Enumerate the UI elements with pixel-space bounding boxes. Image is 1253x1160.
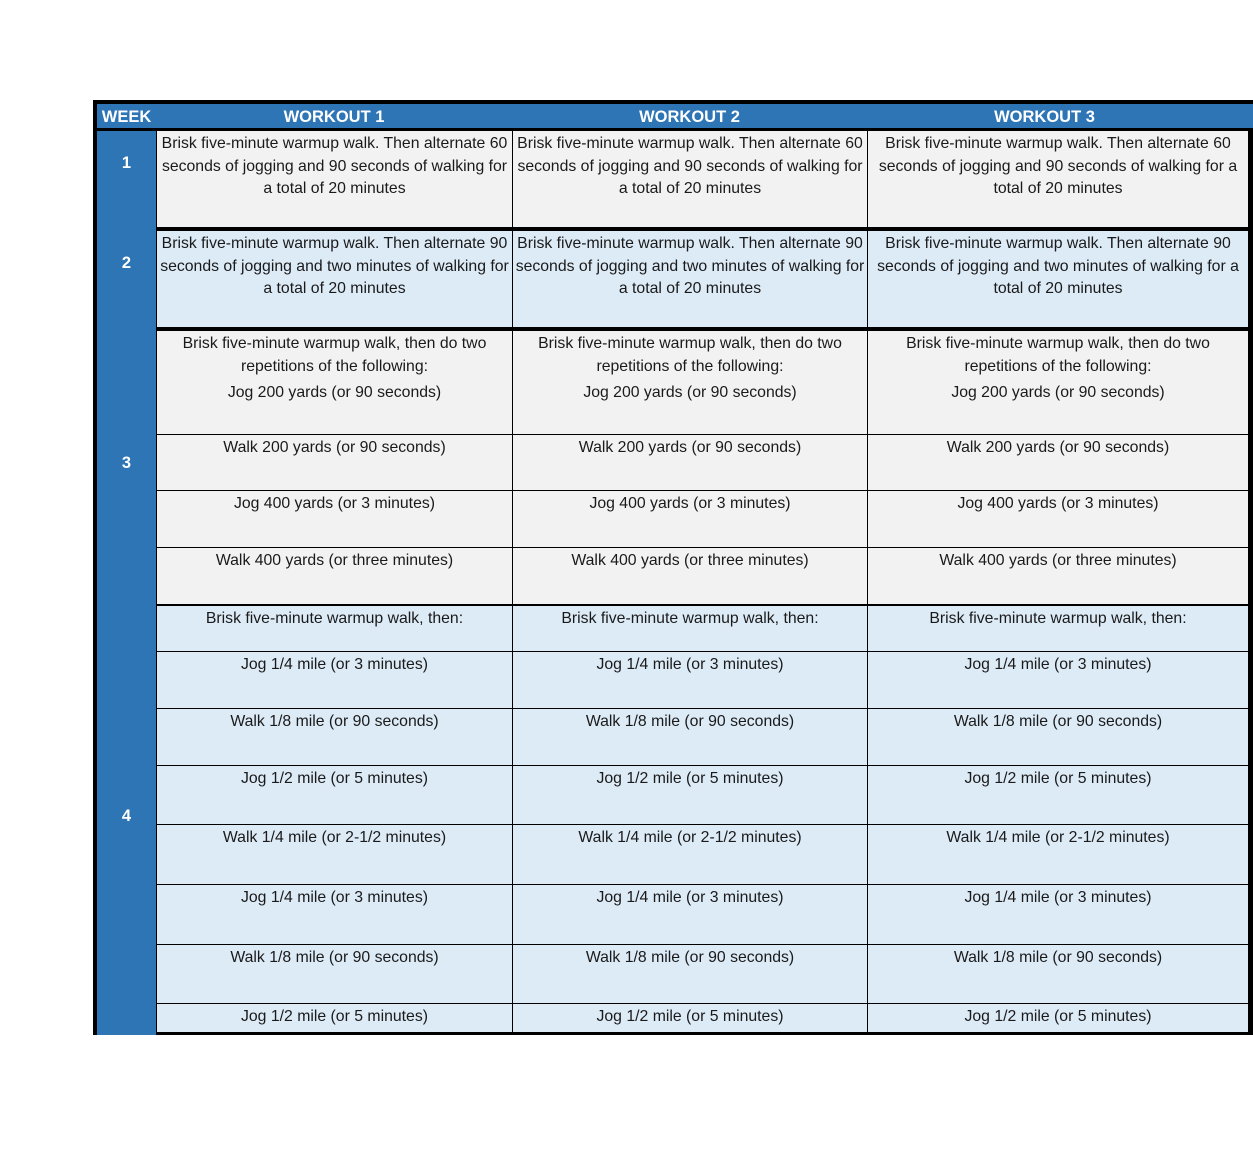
table-cell <box>157 945 512 1003</box>
table-cell <box>513 825 867 884</box>
table-cell <box>513 231 867 327</box>
cell-text: Jog 1/4 mile (or 3 minutes) <box>596 889 784 906</box>
cell-text: Brisk five-minute warmup walk. Then alternate 60 seconds of jogging and 90 seconds of walking for a total of 20 minutes <box>161 135 508 197</box>
cell-text: Walk 400 yards (or three minutes) <box>571 552 809 569</box>
cell-text: Brisk five-minute warmup walk, then do two repetitions of the following: <box>906 335 1210 375</box>
cell-text: Jog 400 yards (or 3 minutes) <box>589 495 791 512</box>
table-cell <box>157 766 512 824</box>
table-cell <box>868 766 1248 824</box>
cell-text: Walk 1/4 mile (or 2-1/2 minutes) <box>946 829 1170 846</box>
cell-text: Walk 1/8 mile (or 90 seconds) <box>585 713 795 730</box>
table-cell <box>157 131 512 227</box>
week-number-2: 2 <box>121 254 132 272</box>
table-cell <box>513 709 867 765</box>
cell-text: Walk 400 yards (or three minutes) <box>215 552 454 569</box>
cell-text: Walk 1/4 mile (or 2-1/2 minutes) <box>222 829 447 846</box>
table-cell <box>157 331 512 434</box>
workout-1-header: WORKOUT 1 <box>283 108 385 126</box>
table-cell <box>157 231 512 327</box>
table-cell <box>868 435 1248 490</box>
table-cell <box>157 709 512 765</box>
cell-text: Walk 200 yards (or 90 seconds) <box>946 439 1170 456</box>
cell-text: Jog 1/2 mile (or 5 minutes) <box>240 770 428 787</box>
cell-text: Walk 1/8 mile (or 90 seconds) <box>585 949 795 966</box>
week-column <box>93 100 156 1035</box>
cell-text: Jog 400 yards (or 3 minutes) <box>957 495 1159 512</box>
table-cell <box>157 1004 512 1032</box>
week-number-4: 4 <box>121 807 132 825</box>
cell-text: Brisk five-minute warmup walk, then: <box>561 610 819 627</box>
cell-text: Walk 1/8 mile (or 90 seconds) <box>953 949 1163 966</box>
cell-text: Jog 1/4 mile (or 3 minutes) <box>240 889 428 906</box>
cell-text: Jog 1/2 mile (or 5 minutes) <box>240 1008 428 1025</box>
table-cell <box>513 945 867 1003</box>
cell-text: Jog 1/4 mile (or 3 minutes) <box>964 656 1152 673</box>
cell-text: Brisk five-minute warmup walk, then: <box>205 610 464 627</box>
table-cell <box>513 885 867 944</box>
cell-text: Jog 1/2 mile (or 5 minutes) <box>596 1008 784 1025</box>
table-cell <box>868 231 1248 327</box>
cell-text: Jog 1/2 mile (or 5 minutes) <box>596 770 784 787</box>
table-cell <box>157 652 512 708</box>
table-cell <box>513 652 867 708</box>
table-cell <box>157 435 512 490</box>
table-cell <box>868 885 1248 944</box>
cell-text: Walk 1/8 mile (or 90 seconds) <box>230 949 439 966</box>
table-cell <box>513 548 867 604</box>
table-cell <box>157 825 512 884</box>
table-cell <box>513 491 867 547</box>
table-cell <box>513 766 867 824</box>
cell-text: Jog 1/4 mile (or 3 minutes) <box>964 889 1152 906</box>
cell-text: Walk 1/8 mile (or 90 seconds) <box>230 713 439 730</box>
table-cell <box>157 548 512 604</box>
table-cell <box>157 885 512 944</box>
week-number-1: 1 <box>121 154 132 172</box>
table-cell <box>513 606 867 651</box>
cell-text: Walk 1/8 mile (or 90 seconds) <box>953 713 1163 730</box>
cell-text: Walk 200 yards (or 90 seconds) <box>223 439 446 456</box>
workout-2-header: WORKOUT 2 <box>639 108 740 126</box>
cell-text: Brisk five-minute warmup walk. Then alternate 60 seconds of jogging and 90 seconds of walking for a total of 20 minutes <box>517 135 863 197</box>
cell-text: Brisk five-minute warmup walk. Then alternate 60 seconds of jogging and 90 seconds of walking for a total of 20 minutes <box>878 135 1238 197</box>
table-cell <box>868 491 1248 547</box>
cell-text: Brisk five-minute warmup walk. Then alternate 90 seconds of jogging and two minutes of walking for a total of 20 minutes <box>877 235 1239 297</box>
table-cell <box>868 709 1248 765</box>
cell-text: Brisk five-minute warmup walk, then do two repetitions of the following: <box>182 335 487 375</box>
table-cell <box>513 331 867 434</box>
table-cell <box>868 652 1248 708</box>
table-cell <box>868 131 1248 227</box>
cell-text: Walk 200 yards (or 90 seconds) <box>578 439 802 456</box>
cell-text: Jog 1/2 mile (or 5 minutes) <box>964 1008 1152 1025</box>
table-cell <box>157 491 512 547</box>
cell-subtext: Jog 200 yards (or 90 seconds) <box>227 384 442 401</box>
table-cell <box>868 331 1248 434</box>
table-grid <box>93 100 1253 1035</box>
cell-text: Jog 1/2 mile (or 5 minutes) <box>964 770 1152 787</box>
week-header: WEEK <box>101 108 152 126</box>
table-cell <box>868 945 1248 1003</box>
workout-3-header: WORKOUT 3 <box>994 108 1095 126</box>
cell-text: Brisk five-minute warmup walk. Then alternate 90 seconds of jogging and two minutes of walking for a total of 20 minutes <box>160 235 509 297</box>
cell-text: Jog 400 yards (or 3 minutes) <box>233 495 436 512</box>
table-cell <box>513 435 867 490</box>
header-row <box>93 100 1253 131</box>
table-cell <box>868 1004 1248 1032</box>
table-cell <box>513 1004 867 1032</box>
cell-text: Walk 400 yards (or three minutes) <box>939 552 1177 569</box>
workout-schedule-table <box>93 100 1239 1035</box>
cell-subtext: Jog 200 yards (or 90 seconds) <box>583 384 797 401</box>
cell-text: Walk 1/4 mile (or 2-1/2 minutes) <box>578 829 802 846</box>
cell-text: Brisk five-minute warmup walk, then: <box>929 610 1187 627</box>
week-number-3: 3 <box>121 454 132 472</box>
cell-text: Jog 1/4 mile (or 3 minutes) <box>596 656 784 673</box>
cell-text: Brisk five-minute warmup walk. Then alternate 90 seconds of jogging and two minutes of walking for a total of 20 minutes <box>515 235 865 297</box>
table-cell <box>513 131 867 227</box>
table-cell <box>157 606 512 651</box>
table-cell <box>868 825 1248 884</box>
cell-subtext: Jog 200 yards (or 90 seconds) <box>951 384 1165 401</box>
cell-text: Brisk five-minute warmup walk, then do two repetitions of the following: <box>538 335 842 375</box>
cell-text: Jog 1/4 mile (or 3 minutes) <box>240 656 428 673</box>
table-cell <box>868 606 1248 651</box>
table-cell <box>868 548 1248 604</box>
